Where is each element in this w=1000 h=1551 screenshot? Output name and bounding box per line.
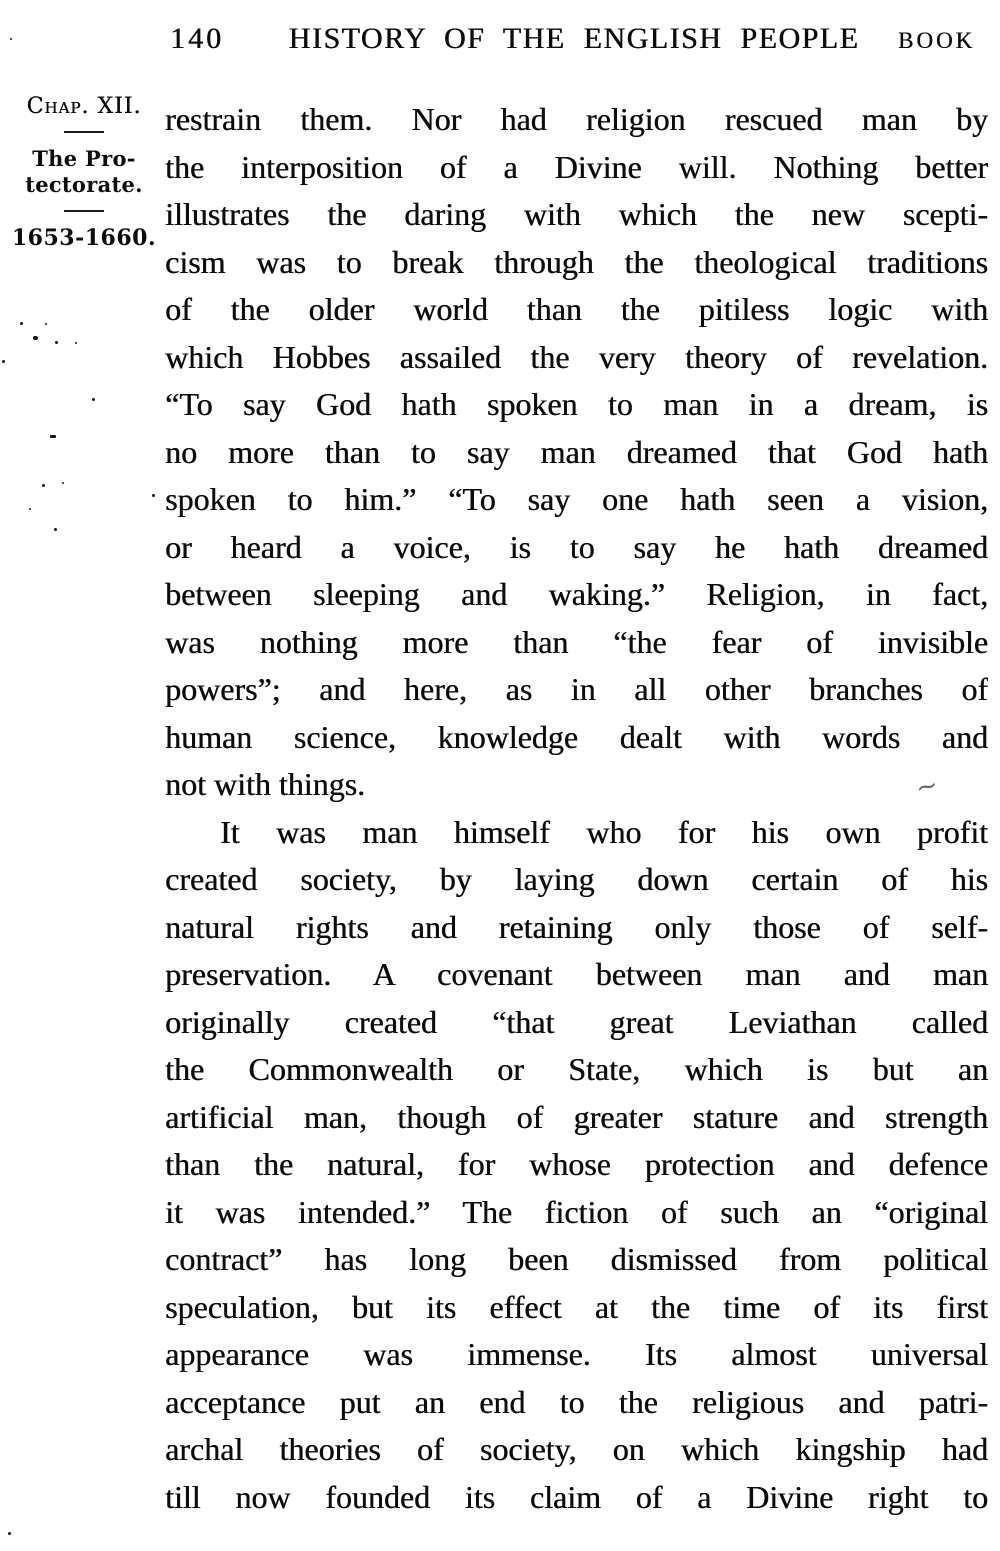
text-line: or heard a voice, is to say he hath dreamed: [165, 528, 988, 565]
scan-speck: [92, 398, 95, 401]
section-note-line1: The Pro-: [32, 146, 136, 171]
page-header: [0, 20, 1000, 64]
book-signature-label: BOOK: [898, 28, 976, 53]
scan-speck: [2, 360, 5, 363]
text-line: archal theories of society, on which kingship had: [165, 1431, 988, 1467]
text-line: speculation, but its effect at the time of its first: [165, 1288, 988, 1325]
scan-speck: [20, 322, 23, 325]
margin-rule: [64, 210, 104, 212]
text-line: acceptance put an end to the religious and patri-: [165, 1383, 988, 1420]
text-line: restrain them. Nor had religion rescued man by: [165, 101, 988, 137]
text-line: between sleeping and waking.” Religion, in fact,: [165, 576, 988, 612]
scan-speck: [75, 342, 77, 344]
text-line: till now founded its claim of a Divine right to: [165, 1478, 988, 1515]
chapter-note: Chap. XII.: [26, 94, 142, 119]
page-number: 140: [170, 22, 224, 55]
text-line: “To say God hath spoken to man in a dream, is: [165, 386, 988, 422]
margin-notes: [8, 94, 160, 251]
body-text: [165, 96, 988, 1521]
scan-speck: [54, 528, 57, 531]
text-line: it was intended.” The fiction of such an “original: [165, 1193, 988, 1230]
text-line: the interposition of a Divine will. Nothing better: [165, 148, 988, 185]
scan-speck: [45, 323, 47, 325]
text-line: natural rights and retaining only those of self-: [165, 908, 988, 945]
text-line: powers”; and here, as in all other branches of: [165, 671, 988, 707]
scan-speck: [33, 336, 38, 340]
running-title: HISTORY OF THE ENGLISH PEOPLE: [288, 22, 860, 55]
text-line: contract” has long been dismissed from political: [165, 1241, 988, 1277]
scan-speck: [152, 494, 155, 497]
text-line: artificial man, though of greater stature and strength: [165, 1098, 988, 1135]
margin-rule: [64, 131, 104, 133]
text-line: no more than to say man dreamed that God hath: [165, 433, 988, 470]
text-line: was nothing more than “the fear of invisible: [165, 623, 988, 660]
text-line: the Commonwealth or State, which is but an: [165, 1051, 988, 1087]
text-line: illustrates the daring with which the new scepti-: [165, 196, 988, 232]
section-note: [8, 146, 160, 198]
section-note-line2: tectorate.: [25, 172, 143, 197]
scan-speck: [10, 38, 12, 40]
date-range-note: 1653-1660.: [11, 225, 157, 251]
scan-speck: [62, 482, 64, 484]
text-line: than the natural, for whose protection and defence: [165, 1146, 988, 1182]
text-line: cism was to break through the theological traditions: [165, 243, 988, 280]
scan-speck: [8, 1532, 11, 1535]
text-line: spoken to him.” “To say one hath seen a vision,: [165, 481, 988, 517]
text-line-paragraph-start: It was man himself who for his own profit: [220, 813, 988, 850]
text-line: which Hobbes assailed the very theory of revelation.: [165, 338, 988, 375]
scan-speck: [29, 508, 31, 510]
ink-smudge-artifact: ~: [912, 769, 942, 805]
text-line: human science, knowledge dealt with words and: [165, 718, 988, 755]
text-line: preservation. A covenant between man and man: [165, 956, 988, 992]
scan-speck: [42, 484, 45, 487]
text-line: created society, by laying down certain of his: [165, 861, 988, 897]
text-line: of the older world than the pitiless logic with: [165, 291, 988, 327]
text-line: originally created “that great Leviathan called: [165, 1003, 988, 1040]
text-line: appearance was immense. Its almost universal: [165, 1336, 988, 1372]
text-line-paragraph-end: not with things.: [165, 766, 366, 802]
scan-speck: [55, 341, 58, 344]
scan-speck: [50, 435, 56, 438]
